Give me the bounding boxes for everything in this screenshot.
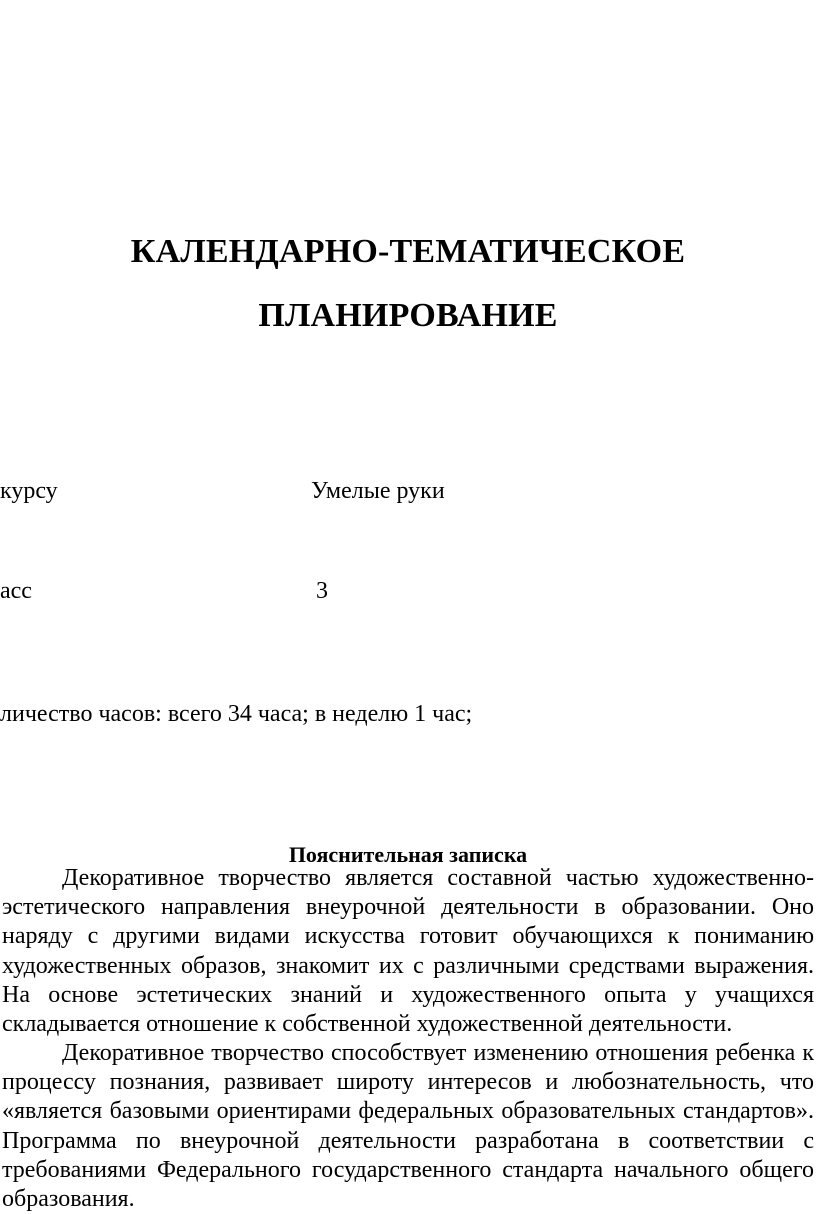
note-paragraph-1-text: Декоративное творчество является составной частью художественно-эстетического направления внеурочной деятельности в образовании. Оно наряду с другими видами искусства готовит обучающихся к пониманию художественных образов, знакомит их с различными средствами выражения. На основе эстетических знаний и художественного опыта у учащихся складывается отношение к собственной художественной деятельности.: [2, 865, 814, 1038]
note-paragraph-1: [2, 864, 814, 1039]
hours-line: личество часов: всего 34 часа; в неделю 1 час;: [0, 701, 473, 727]
course-label: курсу: [0, 478, 58, 504]
note-paragraph-2-text: Декоративное творчество способствует изменению отношения ребенка к процессу познания, развивает широту интересов и любознательность, что «является базовыми ориентирами федеральных образовательных стандартов». Программа по внеурочной деятельности разработана в соответствии с требованиями Федерального государственного стандарта начального общего образования.: [2, 1040, 814, 1213]
class-label: асс: [0, 578, 32, 604]
page-title-line-2: ПЛАНИРОВАНИЕ: [258, 297, 558, 334]
page-title-line-1: КАЛЕНДАРНО-ТЕМАТИЧЕСКОЕ: [130, 233, 686, 270]
class-value: 3: [316, 578, 328, 604]
course-value: Умелые руки: [311, 478, 445, 504]
note-paragraph-2: [2, 1039, 814, 1214]
explanatory-note-heading: Пояснительная записка: [288, 842, 528, 867]
